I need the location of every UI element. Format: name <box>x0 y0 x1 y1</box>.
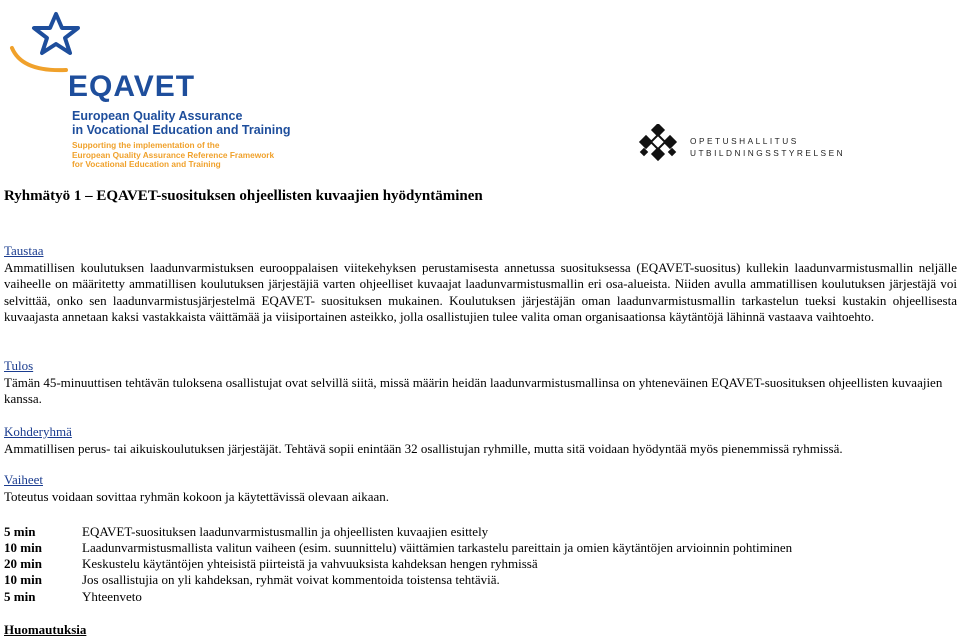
notes-heading: Huomautuksia <box>4 622 87 637</box>
phase-step-time: 10 min <box>4 540 42 555</box>
phase-step-time: 10 min <box>4 572 42 587</box>
results-text: Tämän 45-minuuttisen tehtävän tuloksena osallistujat ovat selvillä siitä, missä määrin heidän laadunvarmistusmallinsa on yhteneväinen EQAVET-suosituksen ohjeellisten kuvaajien kanssa. <box>4 374 943 406</box>
target-text: Ammatillisen perus- tai aikuiskoulutuksen järjestäjät. Tehtävä sopii enintään 32 osallistujan ryhmille, mutta sitä voidaan hyödyntää myös pienemmissä ryhmissä. <box>4 440 843 456</box>
phase-step-time: 20 min <box>4 556 42 571</box>
phases-heading: Vaiheet <box>4 472 43 487</box>
background-heading: Taustaa <box>4 243 44 258</box>
phase-step <box>4 556 538 572</box>
opetushallitus-logo <box>636 124 846 170</box>
phase-step-desc: Yhteenveto <box>82 589 142 604</box>
phase-step <box>4 572 500 588</box>
utbildningsstyrelsen-name: UTBILDNINGSSTYRELSEN <box>690 148 846 158</box>
phase-step <box>4 524 488 540</box>
eqavet-wordmark: EQAVET <box>68 70 196 103</box>
eqavet-star-icon <box>8 8 88 74</box>
eqavet-logo <box>6 8 291 170</box>
eqavet-line1: European Quality Assurance <box>72 109 243 123</box>
target-section <box>4 424 957 457</box>
eqavet-tagline: Supporting the implementation of the European Quality Assurance Reference Framework for Vocational Education and Training <box>72 140 275 170</box>
document-title: Ryhmätyö 1 – EQAVET-suosituksen ohjeellisten kuvaajien hyödyntäminen <box>4 188 483 204</box>
phase-step-desc: EQAVET-suosituksen laadunvarmistusmallin ja ohjeellisten kuvaajien esittely <box>82 524 489 539</box>
phases-text: Toteutus voidaan sovittaa ryhmän kokoon ja käytettävissä olevaan aikaan. <box>4 488 390 504</box>
target-heading: Kohderyhmä <box>4 424 72 439</box>
phase-step-time: 5 min <box>4 524 36 539</box>
phase-step-desc: Laadunvarmistusmallista valitun vaiheen (esim. suunnittelu) väittämien tarkastelu pareittain ja omien käytäntöjen arvioinnin pohtiminen <box>82 540 793 555</box>
opetushallitus-emblem-icon <box>636 124 680 168</box>
phase-step-desc: Jos osallistujia on yli kahdeksan, ryhmät voivat kommentoida toistensa tehtäviä. <box>82 572 500 587</box>
phase-step <box>4 540 792 556</box>
phase-step <box>4 589 142 605</box>
phases-section <box>4 472 957 505</box>
eqavet-line2: in Vocational Education and Training <box>72 123 291 137</box>
phase-step-time: 5 min <box>4 589 36 604</box>
opetushallitus-name: OPETUSHALLITUS <box>690 136 799 146</box>
results-heading: Tulos <box>4 358 34 373</box>
results-section <box>4 358 957 408</box>
background-section <box>4 243 957 326</box>
phase-step-desc: Keskustelu käytäntöjen yhteisistä piirteistä ja vahvuuksista kahdeksan hengen ryhmissä <box>82 556 538 571</box>
notes-section <box>4 622 957 639</box>
background-text: Ammatillisen koulutuksen laadunvarmistuksen eurooppalaisen viitekehyksen perustamisesta annetussa suosituksessa (EQAVET-suositus) kullekin laadunvarmistusmallin neljälle vaiheelle on määritetty ammatillisen koulutuksen järjestäjiä varten ohjeelliset kuvaajat laadunvarmistusmallin eri osa-alueista. Niiden avulla ammatillisen koulutuksen järjestäjä voi selvittää, onko sen laadunvarmistusjärjestelmä EQAVET- suosituksen mukainen. Koulutuksen järjestäjän oman laadunvarmistusmallin tarkastelun tueksi kustakin ohjeellisesta kuvaajasta annetaan kaksi vastakkaista väittämää ja viisiportainen asteikko, jolla osallistujien tulee valita oman organisaationsa käytäntöjä lähinnä vastaava vaihtoehto. <box>4 259 957 324</box>
